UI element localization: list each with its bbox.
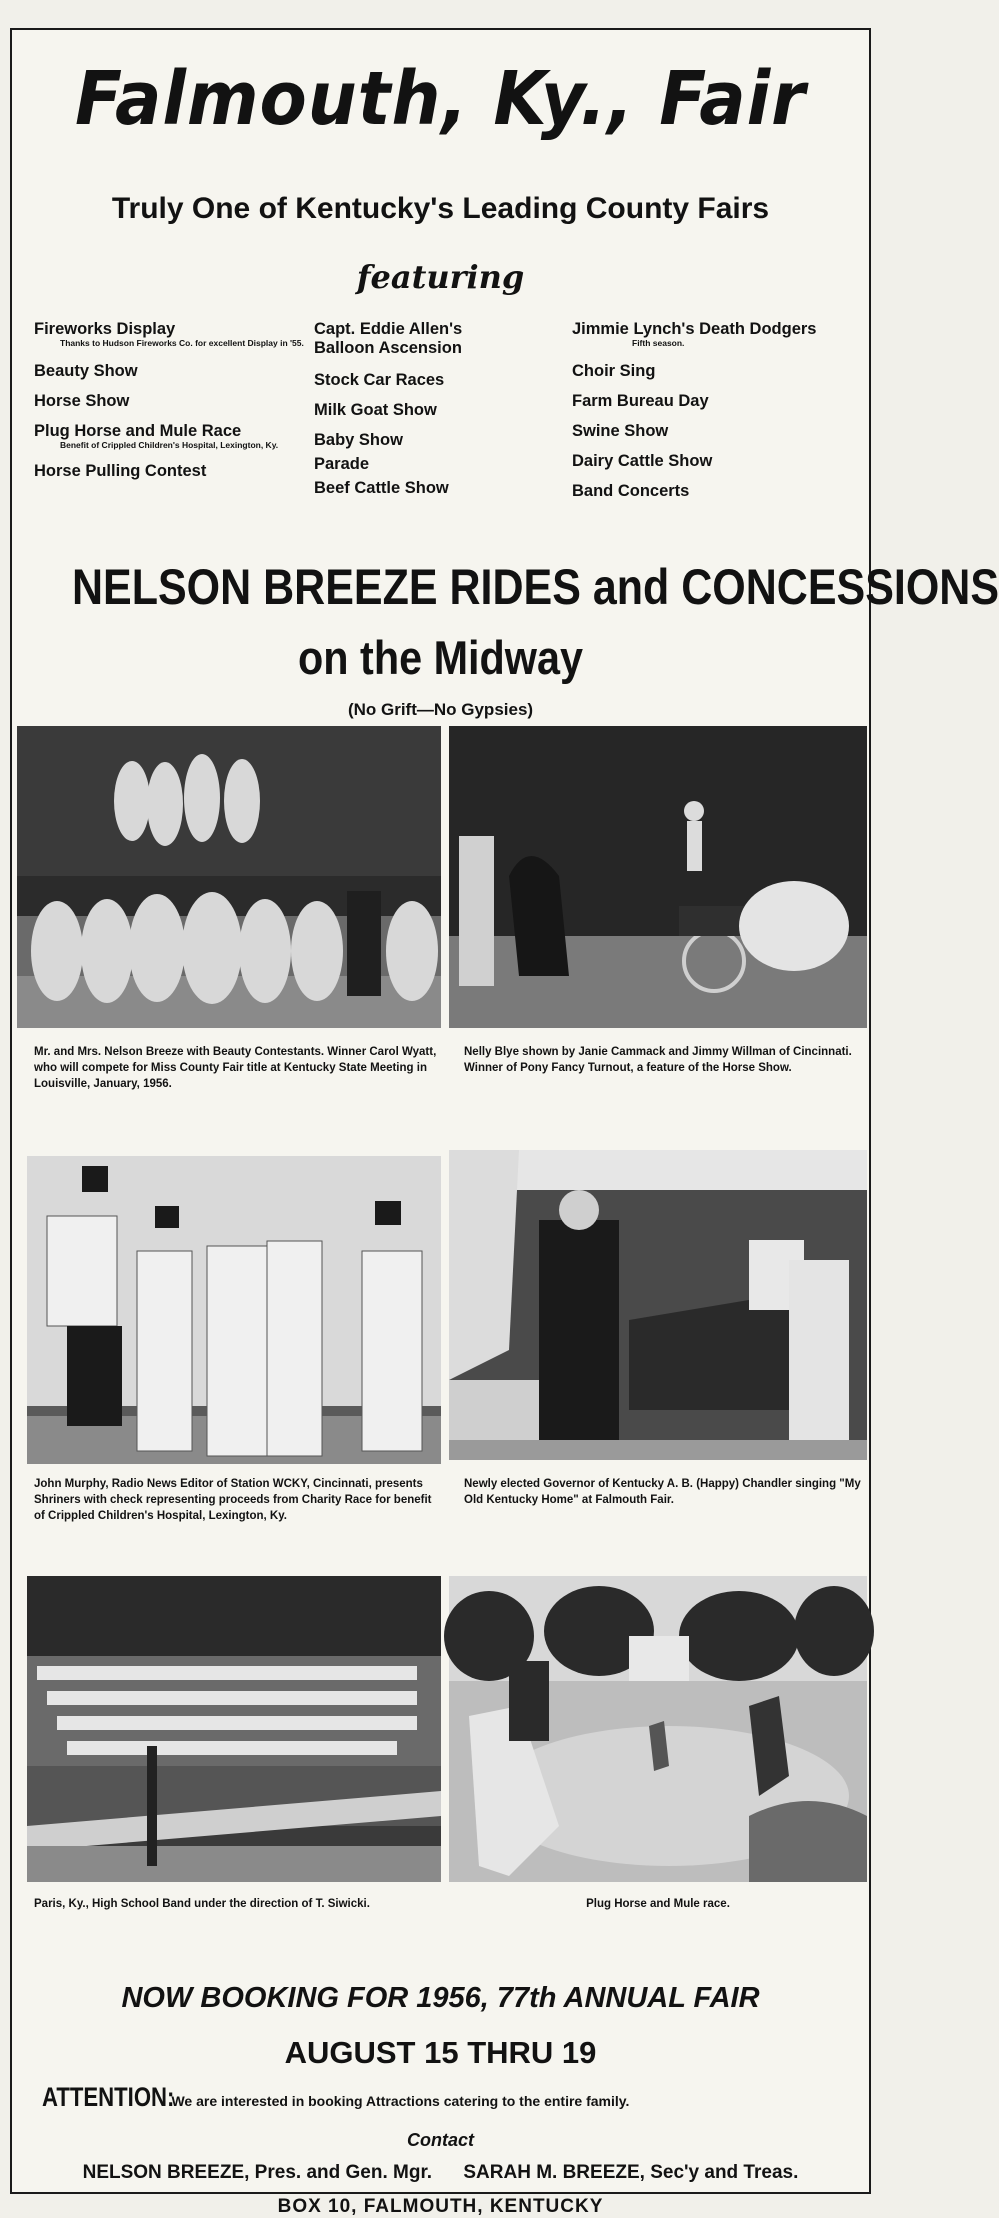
ad-title: Falmouth, Ky., Fair	[74, 56, 807, 142]
mailing-address: BOX 10, FALMOUTH, KENTUCKY	[277, 2196, 604, 2217]
feature-item: Stock Car Races	[314, 371, 445, 389]
photo-caption: Paris, Ky., High School Band under the direction of T. Siwicki.	[34, 1898, 370, 1910]
photo-high-school-band	[27, 1576, 441, 1882]
feature-note: Thanks to Hudson Fireworks Co. for excellent Display in '55.	[60, 338, 304, 348]
feature-item: Horse Show	[34, 391, 130, 410]
midway-note: (No Grift—No Gypsies)	[347, 700, 534, 719]
contact-heading: Contact	[407, 2130, 474, 2150]
feature-item: Swine Show	[572, 421, 669, 440]
features-column-3	[572, 320, 867, 512]
photo-caption: Newly elected Governor of Kentucky A. B. (Happy) Chandler singing "My Old Kentucky Home" at Falmouth Fair.	[464, 1478, 861, 1506]
midway-headline: NELSON BREEZE RIDES and CONCESSIONS	[71, 559, 999, 615]
feature-note: Fifth season.	[632, 338, 685, 348]
feature-item: Parade	[314, 455, 370, 473]
feature-item: Capt. Eddie Allen's Balloon Ascension	[314, 320, 463, 357]
attention-line	[42, 2082, 872, 2113]
features-column-2	[314, 320, 569, 509]
attention-label: ATTENTION:	[42, 2082, 175, 2112]
fair-dates: AUGUST 15 THRU 19	[284, 2035, 597, 2070]
photo-beauty-contestants	[17, 726, 441, 1028]
featuring-heading: featuring	[356, 258, 525, 296]
midway-subheadline: on the Midway	[298, 631, 583, 684]
features-column-1	[34, 320, 309, 481]
feature-item: Farm Bureau Day	[572, 391, 709, 410]
photo-caption: Plug Horse and Mule race.	[586, 1898, 730, 1910]
photo-caption: Mr. and Mrs. Nelson Breeze with Beauty Contestants. Winner Carol Wyatt, who will compete for Miss County Fair title at Kentucky State Meeting in Louisville, January, 1956.	[34, 1046, 437, 1090]
feature-item: Baby Show	[314, 431, 403, 449]
feature-item: Dairy Cattle Show	[572, 451, 713, 470]
officer-president: NELSON BREEZE, Pres. and Gen. Mgr.	[82, 2162, 433, 2183]
feature-item: Horse Pulling Contest	[34, 462, 207, 480]
photo-shriners-check	[27, 1156, 441, 1464]
officer-secretary: SARAH M. BREEZE, Sec'y and Treas.	[463, 2162, 799, 2183]
feature-item: Fireworks Display Thanks to Hudson Fireworks Co. for excellent Display in '55.	[34, 320, 309, 349]
photo-pony-turnout	[449, 726, 867, 1028]
feature-item: Band Concerts	[572, 481, 690, 500]
feature-item: Plug Horse and Mule Race Benefit of Crippled Children's Hospital, Lexington, Ky.	[34, 422, 309, 451]
photo-caption: Nelly Blye shown by Janie Cammack and Jimmy Willman of Cincinnati. Winner of Pony Fancy Turnout, a feature of the Horse Show.	[464, 1046, 852, 1074]
photo-caption: John Murphy, Radio News Editor of Station WCKY, Cincinnati, presents Shriners with check representing proceeds from Charity Race for benefit of Crippled Children's Hospital, Lexington, Ky.	[34, 1478, 432, 1522]
feature-item: Beauty Show	[34, 361, 138, 380]
feature-item: Jimmie Lynch's Death Dodgers Fifth season.	[572, 320, 867, 349]
feature-item: Milk Goat Show	[314, 401, 437, 419]
feature-item: Choir Sing	[572, 361, 656, 380]
photo-plug-horse-race	[449, 1576, 867, 1882]
ad-subtitle: Truly One of Kentucky's Leading County Fairs	[111, 192, 770, 225]
photo-governor-singing	[449, 1150, 867, 1460]
feature-note: Benefit of Crippled Children's Hospital, Lexington, Ky.	[60, 439, 279, 450]
officers-line	[12, 2162, 869, 2184]
attention-text: We are interested in booking Attractions catering to the entire family.	[171, 2093, 630, 2109]
booking-headline: NOW BOOKING FOR 1956, 77th ANNUAL FAIR	[121, 1982, 760, 2014]
feature-item: Beef Cattle Show	[314, 479, 449, 497]
advertisement-page	[10, 28, 999, 2217]
